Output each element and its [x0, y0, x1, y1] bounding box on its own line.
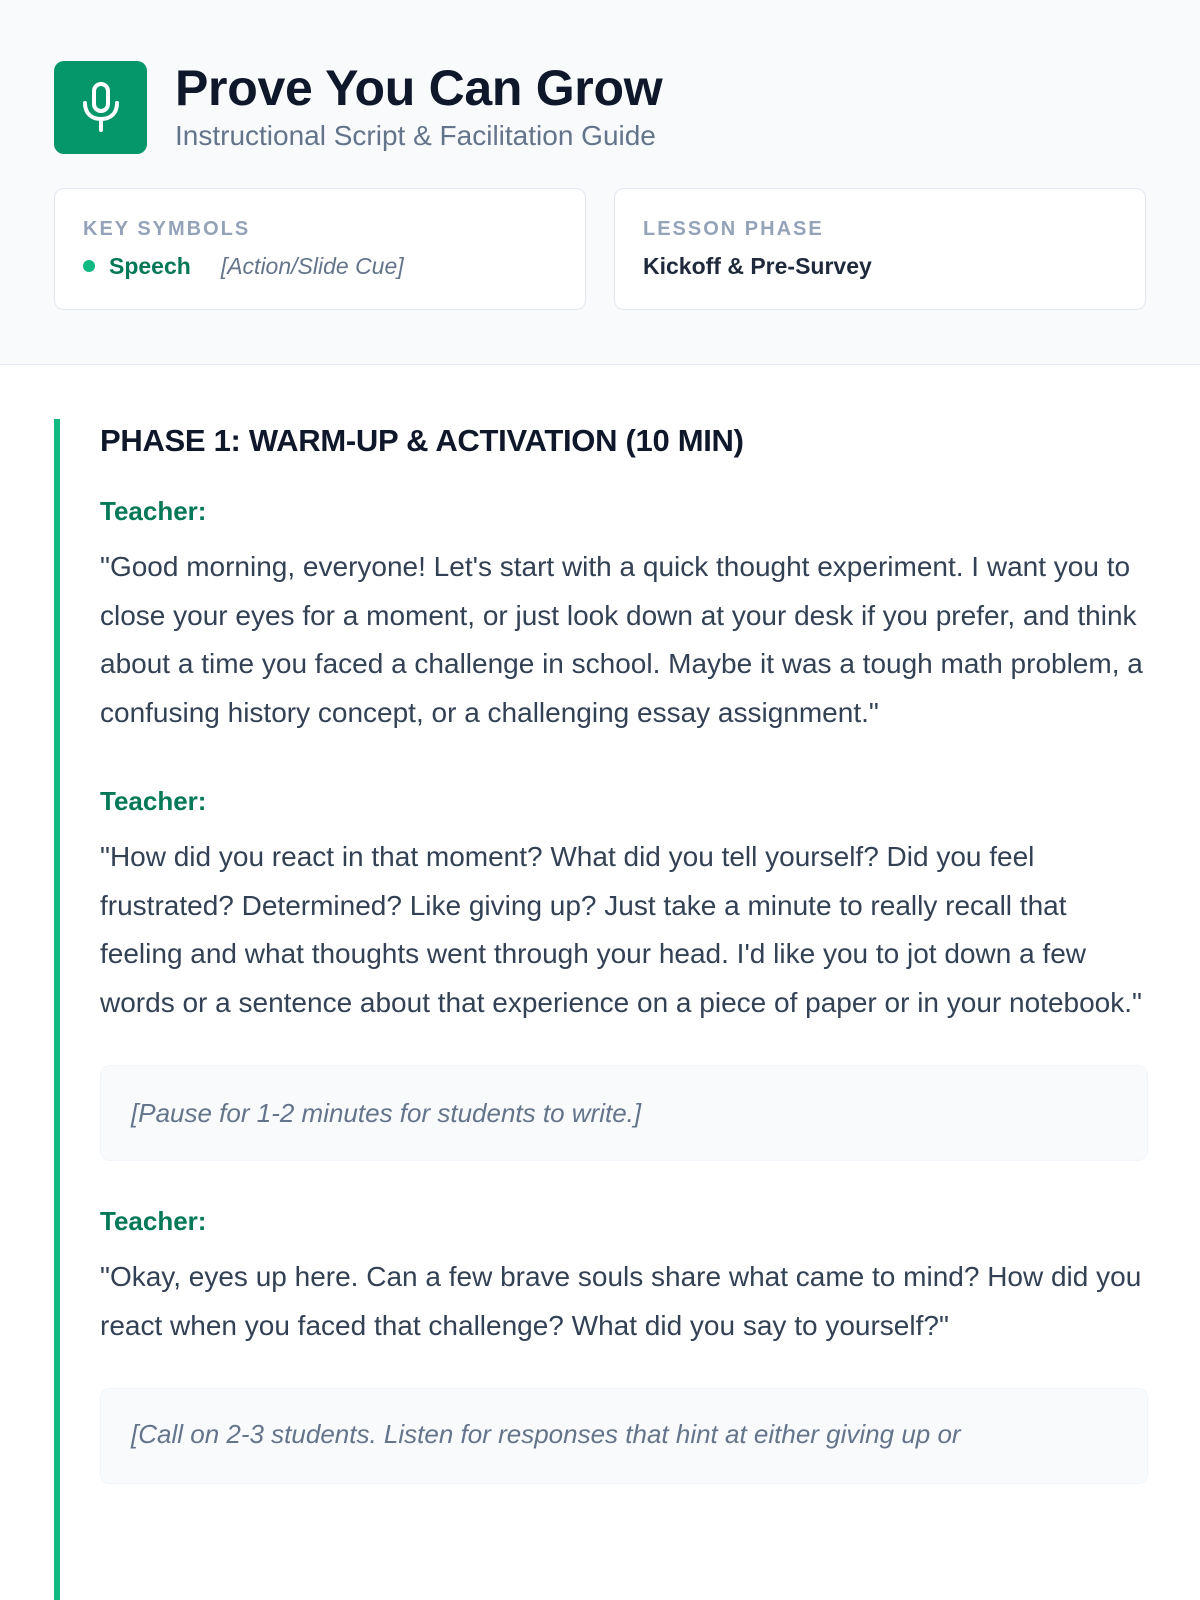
cue-symbol: [Action/Slide Cue]	[220, 253, 404, 279]
page-header	[0, 0, 1200, 365]
microphone-icon	[54, 61, 147, 154]
speaker-label: Teacher:	[100, 786, 207, 816]
action-cue: [Pause for 1-2 minutes for students to write.]	[100, 1065, 1148, 1161]
phase-title: PHASE 1: WARM-UP & ACTIVATION (10 MIN)	[100, 423, 744, 458]
speech-symbol: Speech	[109, 253, 191, 279]
info-cards	[54, 188, 1146, 310]
speech-text: "Good morning, everyone! Let's start with a quick thought experiment. I want you to close your eyes for a moment, or just look down at your desk if you prefer, and think about a time you faced a challenge in school. Maybe it was a tough math problem, a confusing history concept, or a challenging essay assignment."	[100, 551, 1143, 728]
key-symbols-label: KEY SYMBOLS	[83, 218, 251, 240]
speaker-label: Teacher:	[100, 1206, 207, 1236]
script-content	[0, 365, 1200, 1600]
phase-section	[54, 419, 1148, 1600]
title-row	[54, 60, 1146, 154]
key-symbols-card	[54, 188, 586, 310]
title-block	[175, 60, 662, 154]
lesson-phase-value: Kickoff & Pre-Survey	[643, 253, 872, 279]
page-subtitle: Instructional Script & Facilitation Guide	[175, 120, 656, 151]
page-title: Prove You Can Grow	[175, 60, 663, 116]
speaker-label: Teacher:	[100, 496, 207, 526]
speech-text: "How did you react in that moment? What did you tell yourself? Did you feel frustrated? Determined? Like giving up? Just take a minute to really recall that feeling and what thoughts went through your head. I'd like you to jot down a few words or a sentence about that experience on a piece of paper or in your notebook."	[100, 841, 1142, 1018]
lesson-phase-card	[614, 188, 1146, 310]
speech-text: "Okay, eyes up here. Can a few brave souls share what came to mind? How did you react when you faced that challenge? What did you say to yourself?"	[100, 1261, 1142, 1341]
action-cue: [Call on 2-3 students. Listen for responses that hint at either giving up or	[100, 1388, 1148, 1484]
speech-dot-icon	[83, 260, 95, 272]
lesson-phase-label: LESSON PHASE	[643, 218, 824, 240]
key-symbols-legend	[83, 251, 557, 281]
